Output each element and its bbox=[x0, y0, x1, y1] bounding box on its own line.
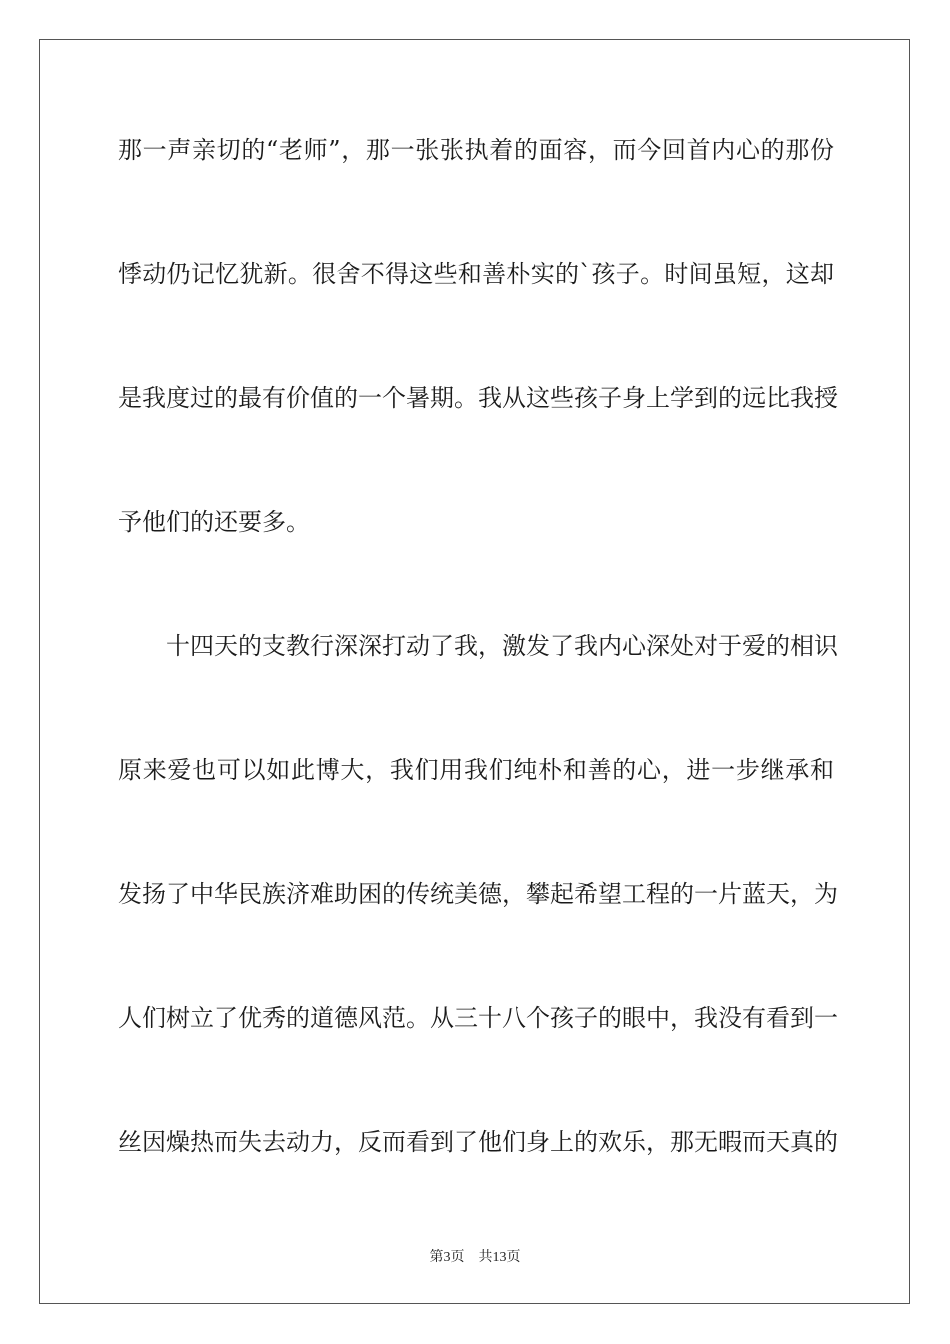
paragraph-line: 发扬了中华民族济难助困的传统美德，攀起希望工程的一片蓝天，为 bbox=[118, 880, 838, 908]
page-footer bbox=[0, 1246, 950, 1266]
paragraph-line: 人们树立了优秀的道德风范。从三十八个孩子的眼中，我没有看到一 bbox=[118, 1004, 838, 1032]
page-border bbox=[39, 39, 910, 1304]
page-total: 共13页 bbox=[478, 1250, 521, 1265]
page-number: 第3页 bbox=[429, 1250, 465, 1265]
paragraph-line: 悸动仍记忆犹新。很舍不得这些和善朴实的`孩子。时间虽短，这却 bbox=[118, 260, 834, 288]
paragraph-line: 丝因燥热而失去动力，反而看到了他们身上的欢乐，那无暇而天真的 bbox=[118, 1128, 838, 1156]
paragraph-line: 十四天的支教行深深打动了我，激发了我内心深处对于爱的相识 bbox=[166, 632, 838, 660]
paragraph-line: 予他们的还要多。 bbox=[118, 508, 310, 536]
paragraph-line: 那一声亲切的“老师”，那一张张执着的面容，而今回首内心的那份 bbox=[118, 136, 834, 164]
paragraph-line: 原来爱也可以如此博大，我们用我们纯朴和善的心，进一步继承和 bbox=[118, 756, 834, 784]
paragraph-line: 是我度过的最有价值的一个暑期。我从这些孩子身上学到的远比我授 bbox=[118, 384, 838, 412]
